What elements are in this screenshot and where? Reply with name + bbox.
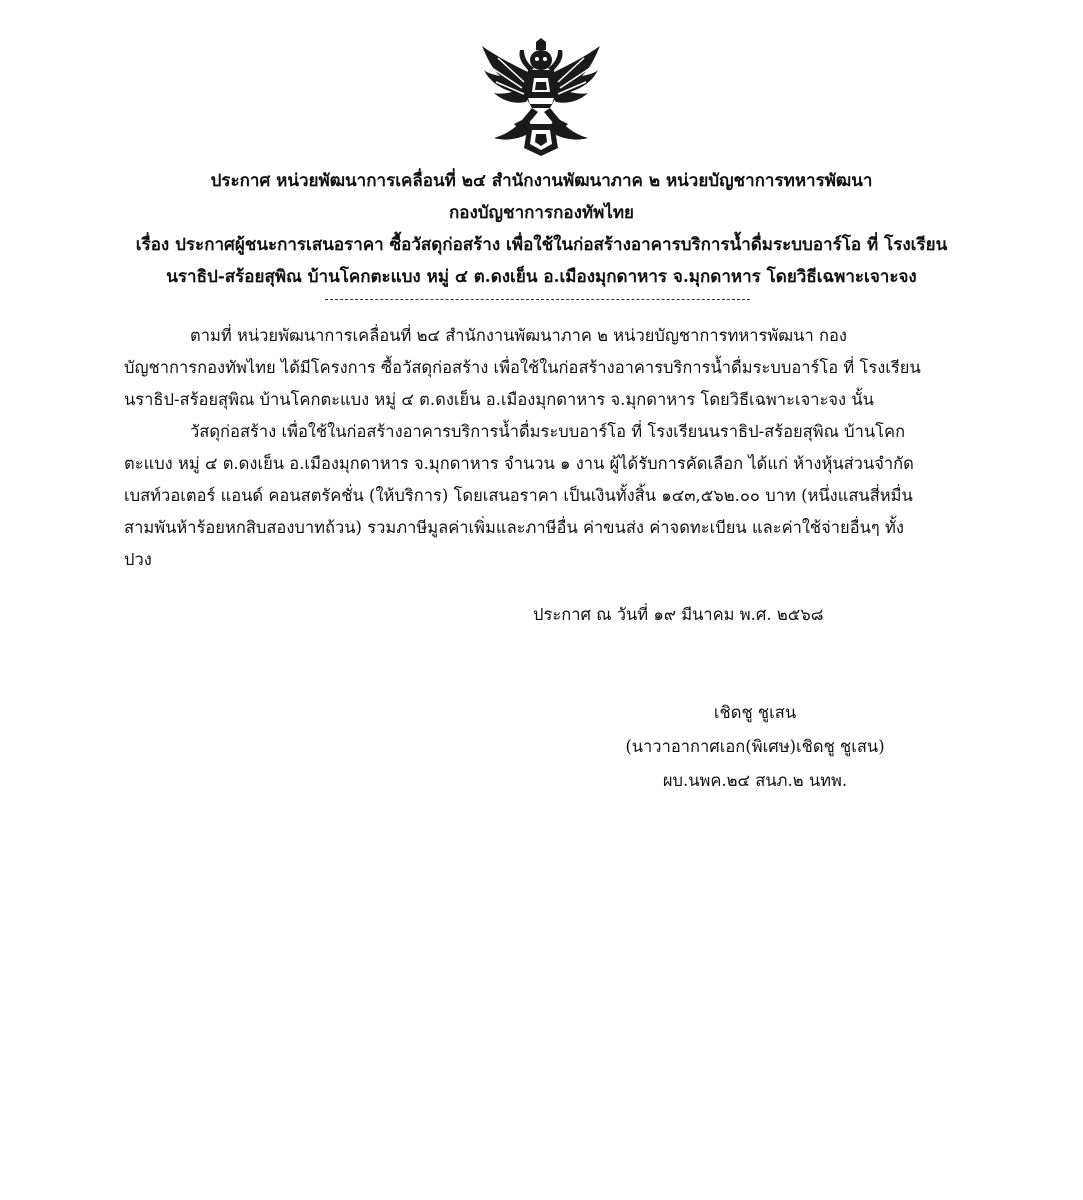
paragraph2-line-1: วัสดุก่อสร้าง เพื่อใช้ในก่อสร้างอาคารบริการน้ำดื่มระบบอาร์โอ ที่ โรงเรียนนราธิป-สร้อยสุพิณ บ้านโคก xyxy=(190,422,906,441)
signer-full-name: (นาวาอากาศเอก(พิเศษ)เชิดชู ชูเสน) xyxy=(625,737,885,756)
announcement-subject-line-1: เรื่อง ประกาศผู้ชนะการเสนอราคา ซื้อวัสดุก่อสร้าง เพื่อใช้ในก่อสร้างอาคารบริการน้ำดื่มระบบอาร์โอ ที่ โรงเรียน xyxy=(135,235,948,255)
announcement-title-line-2: กองบัญชาการกองทัพไทย xyxy=(448,203,635,223)
announcement-title-line-1: ประกาศ หน่วยพัฒนาการเคลื่อนที่ ๒๔ สำนักงานพัฒนาภาค ๒ หน่วยบัญชาการทหารพัฒนา xyxy=(210,171,873,191)
paragraph1-line-2: บัญชาการกองทัพไทย ได้มีโครงการ ซื้อวัสดุก่อสร้าง เพื่อใช้ในก่อสร้างอาคารบริการน้ำดื่มระบบอาร์โอ ที่ โรงเรียน xyxy=(124,358,921,377)
paragraph1-line-1: ตามที่ หน่วยพัฒนาการเคลื่อนที่ ๒๔ สำนักงานพัฒนาภาค ๒ หน่วยบัญชาการทหารพัฒนา กอง xyxy=(190,326,847,345)
signer-name: เชิดชู ชูเสน xyxy=(713,703,797,722)
announcement-date: ประกาศ ณ วันที่ ๑๙ มีนาคม พ.ศ. ๒๕๖๘ xyxy=(533,605,824,624)
paragraph1-line-3: นราธิป-สร้อยสุพิณ บ้านโคกตะแบง หมู่ ๔ ต.ดงเย็น อ.เมืองมุกดาหาร จ.มุกดาหาร โดยวิธีเฉพาะเจาะจง นั้น xyxy=(124,390,874,409)
paragraph2-line-3: เบสท์วอเตอร์ แอนด์ คอนสตรัคชั่น (ให้บริการ) โดยเสนอราคา เป็นเงินทั้งสิ้น ๑๔๓,๕๖๒.๐๐ บาท (หนึ่งแสนสี่หมื่น xyxy=(124,486,913,505)
paragraph2-line-4: สามพันห้าร้อยหกสิบสองบาทถ้วน) รวมภาษีมูลค่าเพิ่มและภาษีอื่น ค่าขนส่ง ค่าจดทะเบียน และค่าใช้จ่ายอื่นๆ ทั้ง xyxy=(124,518,904,537)
announcement-subject-line-2: นราธิป-สร้อยสุพิณ บ้านโคกตะแบง หมู่ ๔ ต.ดงเย็น อ.เมืองมุกดาหาร จ.มุกดาหาร โดยวิธีเฉพาะเจาะจง xyxy=(166,267,917,287)
paragraph2-line-2: ตะแบง หมู่ ๔ ต.ดงเย็น อ.เมืองมุกดาหาร จ.มุกดาหาร จำนวน ๑ งาน ผู้ได้รับการคัดเลือก ได้แก่ ห้างหุ้นส่วนจำกัด xyxy=(124,454,914,473)
signer-position: ผบ.นพค.๒๔ สนภ.๒ นทพ. xyxy=(662,771,848,790)
paragraph2-line-5: ปวง xyxy=(124,550,152,569)
header-divider xyxy=(325,299,750,300)
garuda-emblem-icon xyxy=(478,38,604,156)
